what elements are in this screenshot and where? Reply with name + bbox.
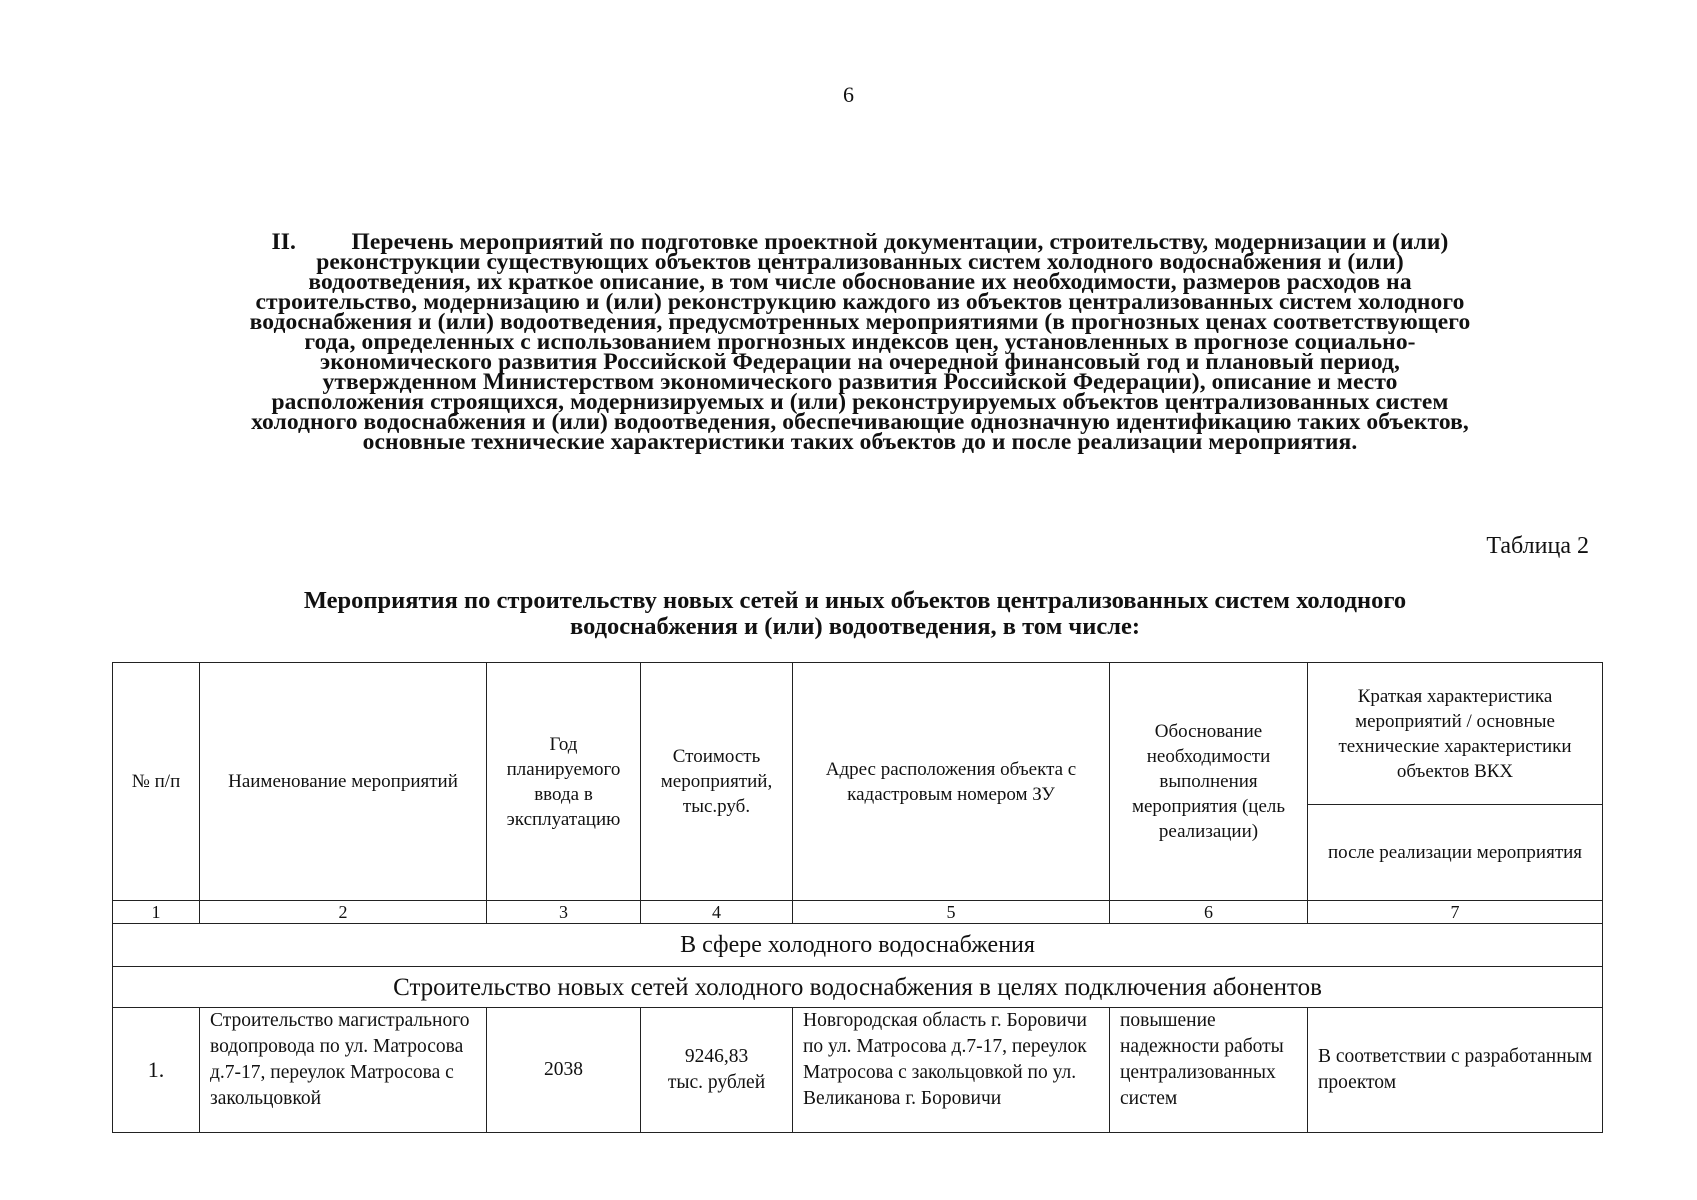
header-reason: Обоснование необходимости выполнения мероприятия (цель реализации)	[1110, 663, 1308, 901]
header-year: Год планируемого ввода в эксплуатацию	[487, 663, 641, 901]
section-heading-line: расположения строящихся, модернизируемых и (или) реконструируемых объектов централизованных систем	[271, 389, 1449, 415]
section-heading-line: экономического развития Российской Федерации на очередной финансовый год и плановый период,	[320, 349, 1400, 375]
section-heading-line: года, определенных с использованием прогнозных индексов цен, установленных в прогнозе социально-	[304, 329, 1416, 355]
row-cost-unit: тыс. рублей	[667, 1072, 766, 1093]
subsection-row	[113, 967, 1603, 1008]
table-title-line: Мероприятия по строительству новых сетей и иных объектов централизованных систем холодного	[303, 587, 1407, 614]
row-reason	[1110, 1008, 1308, 1133]
column-number: 3	[487, 901, 641, 924]
section-row	[113, 924, 1603, 967]
row-name	[200, 1008, 487, 1133]
section-heading-line: основные технические характеристики таких объектов до и после реализации мероприятия.	[362, 429, 1358, 455]
section-heading-line: строительство, модернизацию и (или) реконструкцию каждого из объектов централизованных систем холодного	[255, 289, 1465, 315]
section-heading	[110, 229, 1610, 455]
row-number: 1.	[113, 1008, 200, 1133]
column-number: 4	[641, 901, 793, 924]
section-heading-line: холодного водоснабжения и (или) водоотведения, обеспечивающие однозначную идентификацию таких объектов,	[251, 409, 1469, 435]
section-heading-line: утвержденном Министерством экономического развития Российской Федерации), описание и место	[322, 369, 1398, 395]
row-cost-value: 9246,83	[684, 1046, 749, 1067]
table-title-line: водоснабжения и (или) водоотведения, в том числе:	[570, 613, 1140, 640]
page-number: 6	[843, 82, 854, 107]
table-label: Таблица 2	[1486, 533, 1589, 559]
row-reason-text: повышение надежности работы централизованных систем	[1120, 1010, 1284, 1109]
measures-table	[112, 662, 1603, 1133]
row-name-text: Строительство магистрального водопровода по ул. Матросова д.7-17, переулок Матросова с закольцовкой	[210, 1010, 470, 1109]
section-heading-line: реконструкции существующих объектов централизованных систем холодного водоснабжения и (или)	[316, 249, 1404, 275]
header-row	[113, 663, 1603, 805]
column-number: 2	[200, 901, 487, 924]
row-address-text: Новгородская область г. Боровичи по ул. Матросова д.7-17, переулок Матросова с закольцовкой по ул. Великанова г. Боровичи	[803, 1010, 1087, 1109]
row-address	[793, 1008, 1110, 1133]
row-characteristics: В соответствии с разработанным проектом	[1308, 1008, 1603, 1133]
header-after-implementation: после реализации мероприятия	[1308, 805, 1603, 901]
column-number: 6	[1110, 901, 1308, 924]
header-cost: Стоимость мероприятий, тыс.руб.	[641, 663, 793, 901]
section-heading-line: II. Перечень мероприятий по подготовке проектной документации, строительству, модернизации и (или)	[271, 229, 1449, 255]
header-name: Наименование мероприятий	[200, 663, 487, 901]
header-address: Адрес расположения объекта с кадастровым номером ЗУ	[793, 663, 1110, 901]
column-numbers-row	[113, 901, 1603, 924]
section-roman-numeral: II.	[271, 229, 296, 255]
header-num: № п/п	[113, 663, 200, 901]
section-title: В сфере холодного водоснабжения	[113, 924, 1603, 967]
table-title	[200, 588, 1510, 640]
table-row	[113, 1008, 1603, 1133]
column-number: 5	[793, 901, 1110, 924]
row-year: 2038	[487, 1008, 641, 1133]
section-heading-line: водоотведения, их краткое описание, в том числе обоснование их необходимости, размеров расходов на	[308, 269, 1412, 295]
row-cost	[641, 1008, 793, 1133]
section-heading-line: водоснабжения и (или) водоотведения, предусмотренных мероприятиями (в прогнозных ценах соответствующего	[249, 309, 1471, 335]
column-number: 7	[1308, 901, 1603, 924]
header-characteristics: Краткая характеристика мероприятий / основные технические характеристики объектов ВКХ	[1308, 663, 1603, 805]
column-number: 1	[113, 901, 200, 924]
subsection-title: Строительство новых сетей холодного водоснабжения в целях подключения абонентов	[113, 967, 1603, 1008]
